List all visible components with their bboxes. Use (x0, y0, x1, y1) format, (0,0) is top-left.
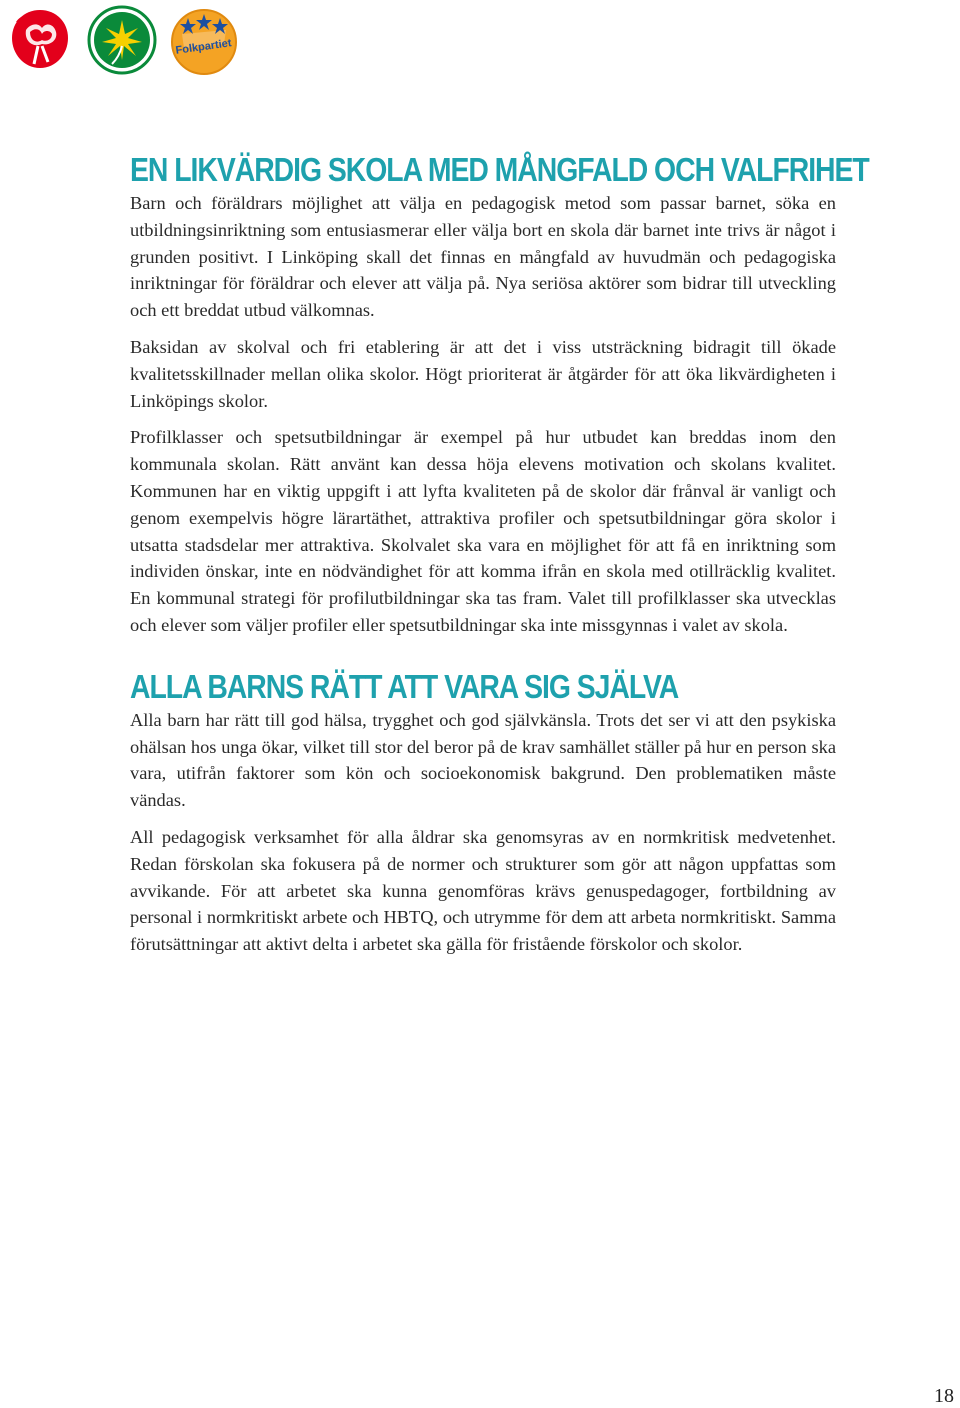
page-number: 18 (934, 1385, 954, 1407)
folkpartiet-logo-text: Folkpartiet (174, 37, 233, 57)
paragraph: Profilklasser och spetsutbildningar är exempel på hur utbudet kan breddas inom den kommunala skolan. Rätt använt kan dessa höja elevens motivation och skolans kvalitet. Kommunen har en viktig uppgift i att lyfta kvaliteten på de skolor där frånval är vanligt och genom exempelvis högre lärartäthet, attraktiva profiler och spetsutbildningar göra skolor i utsatta stadsdelar mer attraktiva. Skolvalet ska vara en möjlighet för att få en inriktning som individen önskar, inte en nödvändighet för att komma ifrån en skola med otillräcklig kvalitet. En kommunal strategi för profilutbildningar ska tas fram. Valet till profilklasser ska utvecklas och elever som väljer profiler eller spetsutbildningar ska inte missgynnas i valet av skola. (130, 427, 836, 635)
centerpartiet-clover-logo (86, 4, 158, 76)
paragraph: Barn och föräldrars möjlighet att välja en pedagogisk metod som passar barnet, söka en utbildningsinriktning som entusiasmerar eller välja bort en skola där barnet inte trivs är något i grunden positivt. I Linköping skall det finnas en mångfald av huvudmän och pedagogiska inriktningar för föräldrar och elever att välja på. Nya seriösa aktörer som bidrar till utveckling och ett breddat utbud välkomnas. (130, 193, 836, 321)
section-heading-alla-barns-ratt: ALLA BARNS RÄTT ATT VARA SIG SJÄLVA (130, 667, 679, 705)
main-content (130, 150, 869, 968)
folkpartiet-logo (168, 4, 240, 76)
paragraph: Alla barn har rätt till god hälsa, trygghet och god självkänsla. Trots det ser vi att den psykiska ohälsan hos unga ökar, vilket till stor del beror på de krav samhället ställer på hur en person ska vara, utifrån faktorer som kön och socioekonomisk bakgrund. Den problematiken måste vändas. (130, 709, 836, 811)
party-logos (4, 4, 240, 76)
paragraph: All pedagogisk verksamhet för alla åldrar ska genomsyras av en normkritisk medvetenhet. Redan förskolan ska fokusera på de normer och strukturer som gör att någon uppfattas som avvikande. För att arbetet ska kunna genomföras krävs genuspedagoger, fortbildning av personal i normkritiskt arbete och HBTQ, och utrymme för dem att arbeta normkritiskt. Samma förutsättningar att aktivt delta i arbetet ska gälla för fristående förskolor och skolor. (130, 826, 836, 955)
socialdemokraterna-rose-logo (4, 4, 76, 76)
section-heading-likvardig-skola: EN LIKVÄRDIG SKOLA MED MÅNGFALD OCH VALFRIHET (130, 151, 869, 188)
paragraph: Baksidan av skolval och fri etablering är att det i viss utsträckning bidragit till ökade kvalitetsskillnader mellan olika skolor. Högt prioriterat är åtgärder för att öka likvärdigheten i Linköpings skolor. (130, 336, 836, 411)
